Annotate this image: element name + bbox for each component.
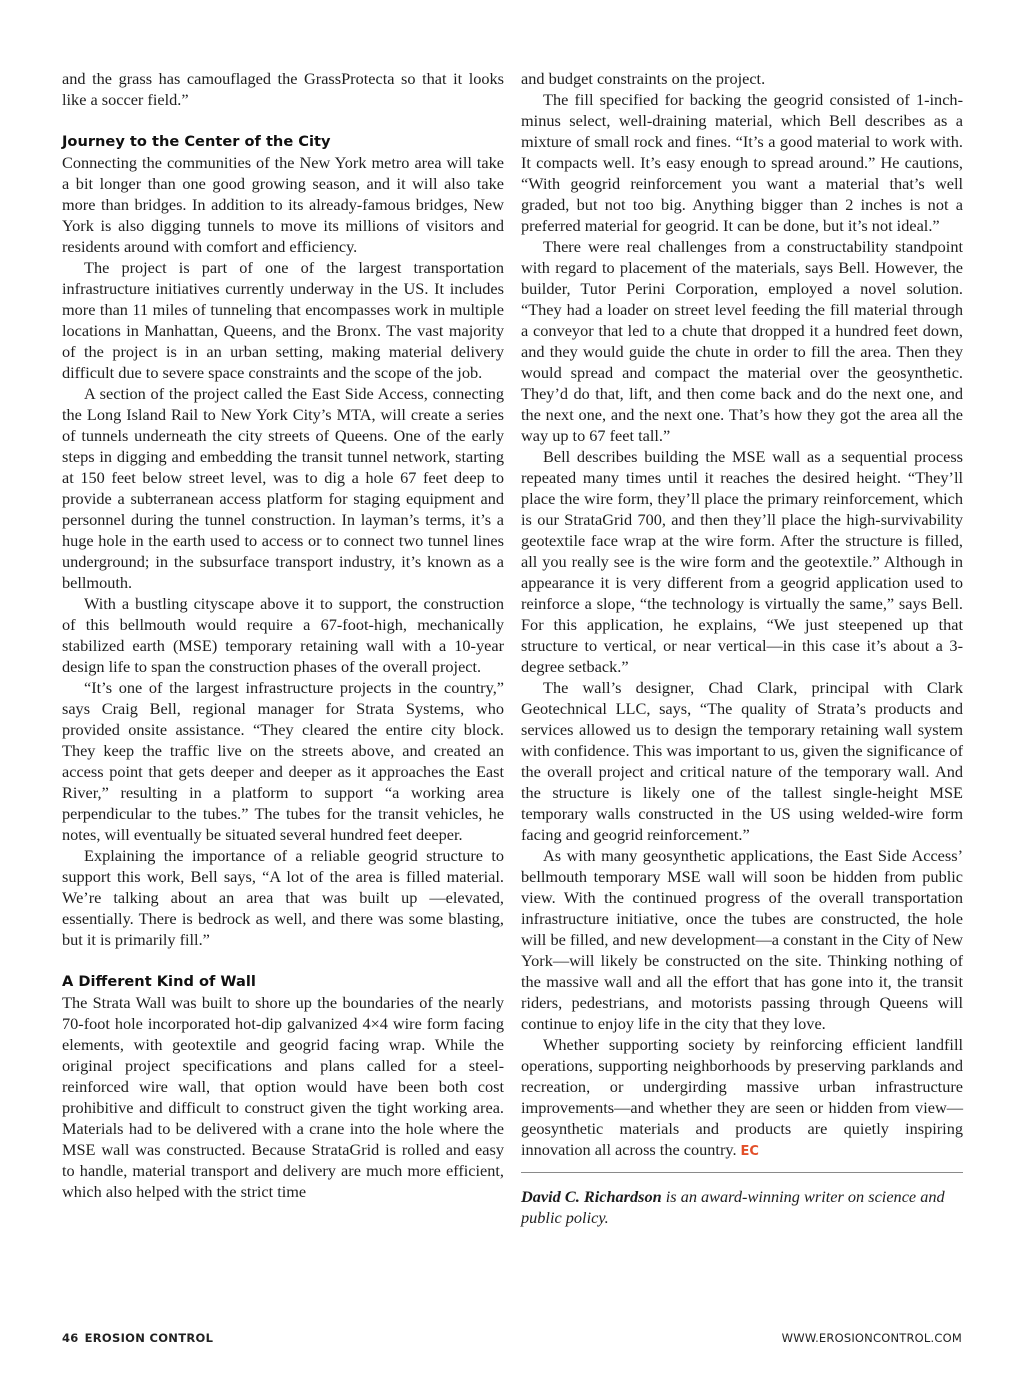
paragraph: Explaining the importance of a reliable geogrid structure to support this work, Bell says, “A lot of the area is filled material. We’re talking about an area that was built up —elevated, essentially. There is bedrock as well, and there was some blasting, but it is primarily fill.” — [62, 846, 504, 949]
section-heading-journey: Journey to the Center of the City — [62, 133, 331, 150]
paragraph: With a bustling cityscape above it to support, the construction of this bellmouth would require a 67-foot-high, mechanically stabilized earth (MSE) temporary retaining wall with a 10-year design life to span the construction phases of the overall project. — [62, 594, 504, 676]
magazine-name: EROSION CONTROL — [84, 1331, 214, 1345]
paragraph: The fill specified for backing the geogrid consisted of 1-inch-minus select, well-draining material, which Bell describes as a mixture of small rock and fines. “It’s a good material to work with. It compacts well. It’s easy enough to spread around.” He cautions, “With geogrid reinforcement you want a material that’s well graded, but not too big. Anything bigger than 2 inches is not a preferred material for geogrid. It can be done, but it’s not ideal.” — [521, 90, 963, 235]
paragraph: The wall’s designer, Chad Clark, principal with Clark Geotechnical LLC, says, “The quality of Strata’s products and services allowed us to design the temporary retaining wall system with confidence. This was important to us, given the significance of the overall project and critical nature of the temporary wall. And the structure is likely one of the tallest single-height MSE temporary walls constructed in the US using welded-wire form facing and geogrid reinforcement.” — [521, 678, 963, 844]
right-column — [521, 68, 963, 1228]
author-description: is an award-winning writer on science and public policy. — [521, 1187, 945, 1227]
end-mark: EC — [740, 1144, 759, 1159]
paragraph: The Strata Wall was built to shore up the boundaries of the nearly 70-foot hole incorporated hot-dip galvanized 4×4 wire form facing elements, with geotextile and geogrid facing wrap. While the original project specifications and plans called for a steel-reinforced wire wall, that option would have been both cost prohibitive and difficult to construct given the tight working area. Materials had to be delivered with a crane into the hole where the MSE wall was constructed. Because StrataGrid is rolled and easy to handle, material transport and delivery are much more efficient, which also helped with the strict time — [62, 993, 504, 1201]
paragraph: The project is part of one of the largest transportation infrastructure initiatives currently underway in the US. It includes more than 11 miles of tunneling that encompasses work in multiple locations in Manhattan, Queens, and the Bronx. The vast majority of the project is in an urban setting, making material delivery difficult due to severe space constraints and the scope of the job. — [62, 258, 504, 382]
author-name: David C. Richardson — [521, 1187, 662, 1206]
paragraph: As with many geosynthetic applications, the East Side Access’ bellmouth temporary MSE wall will soon be hidden from public view. With the continued progress of the overall transportation infrastructure initiative, once the tubes are constructed, the hole will be filled, and new development—a constant in the City of New York—will likely be constructed on the site. Thinking nothing of the massive wall and all the effort that has gone into it, the transit riders, pedestrians, and motorists passing through Queens will continue to enjoy life in the city that they love. — [521, 846, 963, 1033]
paragraph: “It’s one of the largest infrastructure projects in the country,” says Craig Bell, regional manager for Strata Systems, who provided onsite assistance. “They cleared the entire city block. They keep the traffic live on the streets above, and created an access point that gets deeper and deeper as it approaches the East River,” resulting in a platform to support “a working area perpendicular to the tubes.” The tubes for the transit vehicles, he notes, will eventually be situated several hundred feet deeper. — [62, 678, 504, 844]
divider — [521, 1172, 963, 1173]
paragraph: Bell describes building the MSE wall as a sequential process repeated many times until it reaches the desired height. “They’ll place the wire form, they’ll place the primary reinforcement, which is our StrataGrid 700, and then they’ll place the high-survivability geotextile face wrap at the wire form. After the structure is filled, all you really see is the wire form and the geotextile.” Although in appearance it is very different from a geogrid application used to reinforce a slope, “the technology is virtually the same,” says Bell. For this application, he explains, “We just steepened up that structure to vertical, or near vertical—in this case it’s about a 3-degree setback.” — [521, 447, 963, 676]
paragraph: There were real challenges from a constructability standpoint with regard to placement of the materials, says Bell. However, the builder, Tutor Perini Corporation, employed a novel solution. “They had a loader on street level feeding the fill material through a conveyor that led to a chute that dropped it a hundred feet down, and they would guide the chute in order to fill the area. Then they would spread and compact the material over the geosynthetic. They’d do that, lift, and then come back and do the next one, and the next one, and the next one. That’s how they got the area all the way up to 67 feet tall.” — [521, 237, 963, 445]
footer-left — [62, 1331, 213, 1345]
paragraph-final — [521, 1034, 963, 1162]
section-heading-wall: A Different Kind of Wall — [62, 973, 256, 990]
paragraph-continued: and budget constraints on the project. — [521, 69, 766, 88]
left-column — [62, 68, 504, 1202]
page-number: 46 — [62, 1331, 79, 1345]
footer-url: WWW.EROSIONCONTROL.COM — [781, 1331, 962, 1345]
paragraph: Connecting the communities of the New York metro area will take a bit longer than one good growing season, and it will also take more than bridges. In addition to its already-famous bridges, New York is also digging tunnels to move its millions of visitors and residents around with comfort and efficiency. — [62, 153, 504, 256]
paragraph: A section of the project called the East Side Access, connecting the Long Island Rail to New York City’s MTA, will create a series of tunnels underneath the city streets of Queens. One of the early steps in digging and embedding the transit tunnel network, starting at 150 feet below street level, was to dig a hole 67 feet deep to provide a subterranean access platform for staging equipment and personnel during the tunnel construction. In layman’s terms, it’s a huge hole in the earth used to access or to connect two tunnel lines underground; in the subsurface transport industry, it’s known as a bellmouth. — [62, 384, 504, 592]
paragraph-continued: and the grass has camouflaged the GrassProtecta so that it looks like a soccer field.” — [62, 69, 504, 109]
paragraph-text: Whether supporting society by reinforcing efficient landfill operations, supporting neighborhoods by preserving parklands and recreation, or undergirding massive urban infrastructure improvements—and whether they are seen or hidden from view—geosynthetic materials and products are quietly inspiring innovation all across the country. — [521, 1035, 963, 1159]
author-bio — [521, 1186, 963, 1228]
